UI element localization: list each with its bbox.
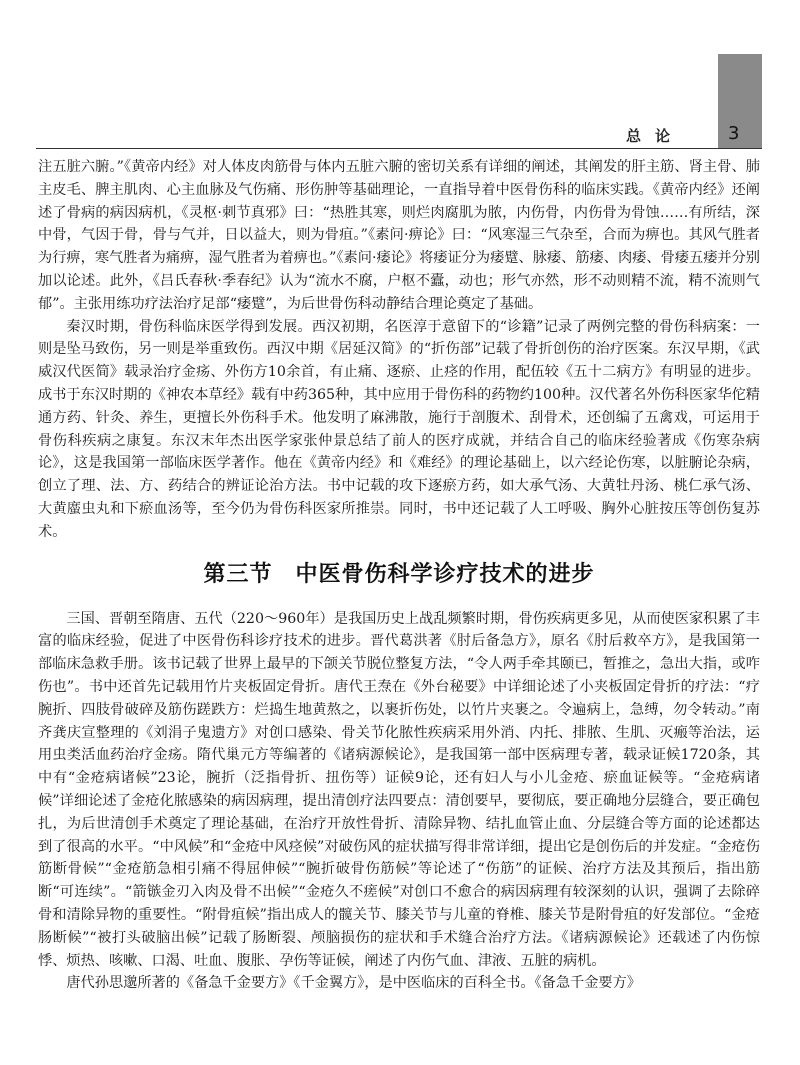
paragraph: 唐代孙思邈所著的《备急千金要方》《千金翼方》，是中医临床的百科全书。《备急千金要方》 <box>66 975 641 992</box>
page-body <box>38 156 760 995</box>
section-heading: 第三节 中医骨伤科学诊疗技术的进步 <box>203 561 595 587</box>
paragraph: 秦汉时期，骨伤科临床医学得到发展。西汉初期，名医淳于意留下的“诊籍”记录了两例完整的骨伤科病案：一则是坠马致伤，另一则是举重致伤。西汉中期《居延汉简》的“折伤部”记载了骨折创伤的治疗医案。东汉早期，《武威汉代医简》载录治疗金疡、外伤方10余首，有止痛、逐瘀、止痉的作用，配伍较《五十二病方》有明显的进步。成书于东汉时期的《神农本草经》载有中药365种，其中应用于骨伤科的药物约100种。汉代著名外伤科医家华佗精通方药、针灸、养生，更擅长外伤科手术。他发明了麻沸散，施行于剖腹术、刮骨术，还创编了五禽戏，可运用于骨伤科疾病之康复。东汉末年杰出医学家张仲景总结了前人的医疗成就，并结合自己的临床经验著成《伤寒杂病论》，这是我国第一部临床医学著作。他在《黄帝内经》和《难经》的理论基础上，以六经论伤寒，以脏腑论杂病，创立了理、法、方、药结合的辨证论治方法。书中记载的攻下逐瘀方药，如大承气汤、大黄牡丹汤、桃仁承气汤、大黄䗪虫丸和下瘀血汤等，至今仍为骨伤科医家所推崇。同时，书中还记载了人工呼吸、胸外心脏按压等创伤复苏术。 <box>38 318 760 540</box>
header-rule <box>36 148 762 149</box>
page-number: 3 <box>728 123 740 144</box>
chapter-title: 总论 <box>626 127 685 145</box>
paragraph-continuation: 注五脏六腑。”《黄帝内经》对人体皮肉筋骨与体内五脏六腑的密切关系有详细的阐述，其阐发的肝主筋、肾主骨、肺主皮毛、脾主肌肉、心主血脉及气伤痛、形伤肿等基础理论，一直指导着中医骨伤科的临床实践。《黄帝内经》还阐述了骨病的病因病机，《灵枢·刺节真邪》曰：“热胜其寒，则烂肉腐肌为脓，内伤骨，内伤骨为骨蚀……有所结，深中骨，气因于骨，骨与气并，日以益大，则为骨疽。”《素问·痹论》曰：“风寒湿三气杂至，合而为痹也。其风气胜者为行痹，寒气胜者为痛痹，湿气胜者为着痹也。”《素问·痿论》将痿证分为痿躄、脉痿、筋痿、肉痿、骨痿五痿并分别加以论述。此外，《吕氏春秋·季春纪》认为“流水不腐，户枢不蠹，动也；形气亦然，形不动则精不流，精不流则气郁”。主张用练功疗法治疗足部“痿躄”，为后世骨伤科动静结合理论奠定了基础。 <box>38 159 760 312</box>
paragraph: 三国、晋朝至隋唐、五代（220～960年）是我国历史上战乱频繁时期，骨伤疾病更多见，从而使医家积累了丰富的临床经验，促进了中医骨伤科诊疗技术的进步。晋代葛洪著《肘后备急方》，原名《肘后救卒方》，是我国第一部临床急救手册。该书记载了世界上最早的下颌关节脱位整复方法，“令人两手牵其颐已，暂推之，急出大指，或咋伤也”。书中还首先记载用竹片夹板固定骨折。唐代王焘在《外台秘要》中详细论述了小夹板固定骨折的疗法：“疗腕折、四肢骨破碎及筋伤蹉跌方：烂捣生地黄熬之，以裹折伤处，以竹片夹裹之。令遍病上，急缚，勿令转动。”南齐龚庆宣整理的《刘涓子鬼遗方》对创口感染、骨关节化脓性疾病采用外消、内托、排脓、生肌、灭瘢等治法，运用虫类活血药治疗金疡。隋代巢元方等编著的《诸病源候论》，是我国第一部中医病理专著，载录证候1720条，其中有“金疮病诸候”23论，腕折（泛指骨折、扭伤等）证候9论，还有妇人与小儿金疮、瘀血证候等。“金疮病诸候”详细论述了金疮化脓感染的病因病理，提出清创疗法四要点：清创要早，要彻底，要正确地分层缝合，要正确包扎，为后世清创手术奠定了理论基础，在治疗开放性骨折、清除异物、结扎血管止血、分层缝合等方面的论述都达到了很高的水平。“中风候”和“金疮中风痉候”对破伤风的症状描写得非常详细，提出它是创伤后的并发症。“金疮伤筋断骨候”“金疮筋急相引痛不得屈伸候”“腕折破骨伤筋候”等论述了“伤筋”的证候、治疗方法及其预后，指出筋断“可连续”。“箭镞金刃入肉及骨不出候”“金疮久不瘥候”对创口不愈合的病因病理有较深刻的认识，强调了去除碎骨和清除异物的重要性。“附骨疽候”指出成人的髋关节、膝关节与儿童的脊椎、膝关节是附骨疽的好发部位。“金疮肠断候”“被打头破脑出候”记载了肠断裂、颅脑损伤的症状和手术缝合治疗方法。《诸病源候论》还载述了内伤惊悸、烦热、咳嗽、口渴、吐血、腹胀、孕伤等证候，阐述了内伤气血、津液、五脏的病机。 <box>38 610 760 969</box>
running-header <box>0 121 800 151</box>
